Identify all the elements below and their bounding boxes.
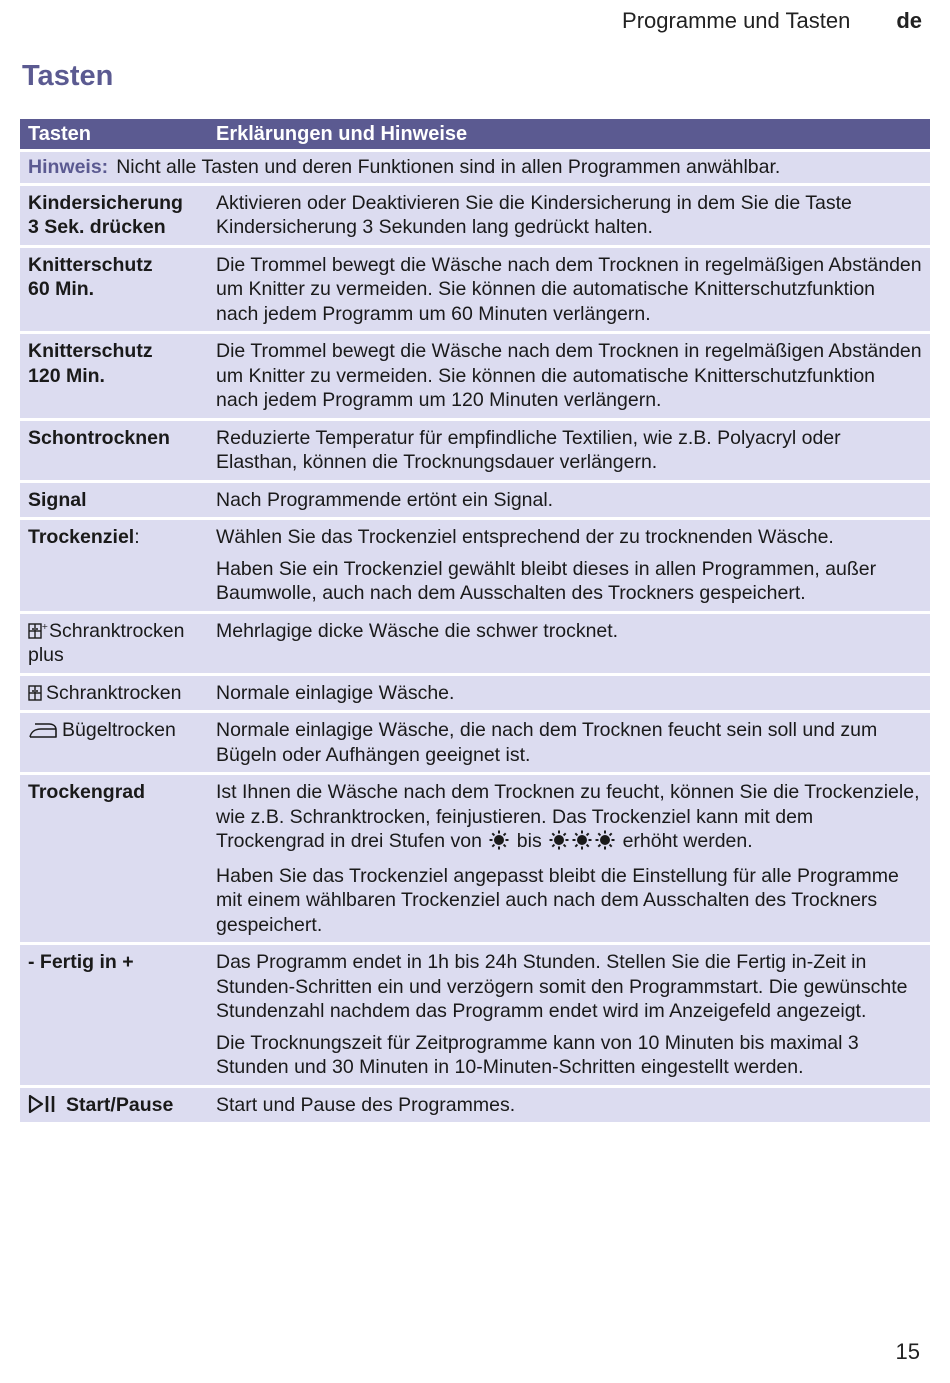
key-cell (20, 713, 208, 772)
note-cell (20, 152, 930, 183)
description-cell (208, 945, 930, 1085)
table-row-fertig-in (20, 945, 930, 1085)
description-cell: Aktivieren oder Deaktivieren Sie die Kindersicherung in dem Sie die Taste Kindersicherung 3 Sekunden lang gedrückt halten. (208, 186, 930, 245)
key-label: Schontrocknen (20, 421, 208, 480)
column-header-key: Tasten (20, 119, 208, 149)
section-title: Tasten (22, 60, 114, 92)
key-label: - Fertig in + (20, 945, 208, 1085)
description-cell: Die Trommel bewegt die Wäsche nach dem Trocknen in regelmäßigen Abständen um Knitter zu vermeiden. Sie können die automatische Knitterschutzfunktion nach jedem Programm um 60 Minuten verlängern. (208, 248, 930, 332)
running-title: Programme und Tasten (622, 8, 851, 33)
description-cell: Mehrlagige dicke Wäsche die schwer trocknet. (208, 614, 930, 673)
key-label-line2: 60 Min. (28, 278, 95, 300)
keys-table (20, 116, 930, 1125)
description-cell (208, 775, 930, 942)
key-label-line1: Kindersicherung (28, 191, 183, 214)
note-label: Hinweis: (28, 156, 109, 178)
description-paragraph: Wählen Sie das Trockenziel entsprechend der zu trocknenden Wäsche. (216, 526, 834, 548)
key-suffix: : (134, 526, 140, 548)
description-cell (208, 520, 930, 611)
table-row-buegeltrocken (20, 713, 930, 772)
key-label-line2: 120 Min. (28, 364, 105, 387)
key-label-line1: Knitterschutz (28, 253, 153, 276)
table-row-kindersicherung (20, 186, 930, 245)
table-row-schontrocknen (20, 421, 930, 480)
note-text: Nicht alle Tasten und deren Funktionen sind in allen Programmen anwählbar. (116, 156, 781, 178)
description-cell: Die Trommel bewegt die Wäsche nach dem Trocknen in regelmäßigen Abständen um Knitter zu vermeiden. Sie können die automatische Knitterschutzfunktion nach jedem Programm um 120 Minuten verlängern. (208, 334, 930, 418)
description-cell: Reduzierte Temperatur für empfindliche Textilien, wie z.B. Polyacryl oder Elasthan, können die Trocknungsdauer verlängern. (208, 421, 930, 480)
description-paragraph: Das Programm endet in 1h bis 24h Stunden. Stellen Sie die Fertig in-Zeit in Stunden-Schritten ein und verzögern somit den Programmstart. Die gewünschte Stundenzahl nachdem das Programm endet wird im Anzeigefeld angezeigt. (216, 951, 908, 1022)
table-row-knitterschutz-60 (20, 248, 930, 332)
description-paragraph: Die Trocknungszeit für Zeitprogramme kann von 10 Minuten bis maximal 3 Stunden und 30 Minuten in 10-Minuten-Schritten eingestellt werden. (216, 1031, 859, 1078)
table-row-signal (20, 483, 930, 518)
key-label-line1: Knitterschutz (28, 340, 153, 362)
running-header (622, 8, 922, 34)
start-pause-icon (28, 1094, 62, 1114)
description-cell: Normale einlagige Wäsche, die nach dem Trocknen feucht sein soll und zum Bügeln oder Aufhängen geeignet ist. (208, 713, 930, 772)
key-label: Schranktrocken (46, 681, 182, 704)
language-code: de (896, 8, 922, 33)
svg-text:+: + (41, 621, 49, 631)
key-cell (20, 520, 208, 611)
description-text: bis (516, 830, 542, 852)
description-text: erhöht werden. (622, 830, 753, 852)
description-cell: Nach Programmende ertönt ein Signal. (208, 483, 930, 518)
key-label-line2: 3 Sek. drücken (28, 216, 166, 238)
description-cell: Normale einlagige Wäsche. (208, 676, 930, 711)
iron-icon (28, 721, 58, 739)
table-header-row (20, 119, 930, 149)
key-cell (20, 186, 208, 245)
table-row-knitterschutz-120 (20, 334, 930, 418)
key-cell (20, 1088, 208, 1123)
table-row-trockengrad (20, 775, 930, 942)
key-cell (20, 614, 208, 673)
cupboard-plus-icon (28, 621, 49, 640)
sun-icon-triple (549, 830, 615, 857)
description-text: Ist Ihnen die Wäsche nach dem Trocknen zu feucht, können Sie die Trockenziele, wie z.B. Schranktrocken, feinjustieren. Das Trockenziel kann mit dem Trockengrad in drei Stufen von (216, 781, 920, 852)
key-label: Trockenziel (28, 526, 135, 548)
table-row-start-pause (20, 1088, 930, 1123)
key-label: Signal (20, 483, 208, 518)
description-cell: Start und Pause des Programmes. (208, 1088, 930, 1123)
table-row-schranktrocken (20, 676, 930, 711)
key-label: Trockengrad (20, 775, 208, 942)
key-cell (20, 676, 208, 711)
page-number: 15 (895, 1339, 920, 1364)
key-label: Bügeltrocken (62, 719, 176, 741)
description-paragraph: Haben Sie ein Trockenziel gewählt bleibt dieses in allen Programmen, außer Baumwolle, auch nach dem Ausschalten des Trockners gespeichert. (216, 557, 877, 604)
description-paragraph: Haben Sie das Trockenziel angepasst bleibt die Einstellung für alle Programme mit einem wählbaren Trockenziel auch nach dem Ausschalten des Trockners gespeichert. (216, 864, 899, 936)
key-label: Start/Pause (66, 1093, 174, 1116)
sun-icon (489, 830, 509, 857)
table-row-schranktrocken-plus (20, 614, 930, 673)
column-header-description: Erklärungen und Hinweise (208, 119, 930, 149)
table-row-note (20, 152, 930, 183)
table-row-trockenziel (20, 520, 930, 611)
description-paragraph (216, 780, 922, 857)
cupboard-icon (28, 684, 42, 702)
key-label: Schranktrocken plus (28, 619, 185, 666)
key-cell (20, 248, 208, 332)
key-cell (20, 334, 208, 418)
